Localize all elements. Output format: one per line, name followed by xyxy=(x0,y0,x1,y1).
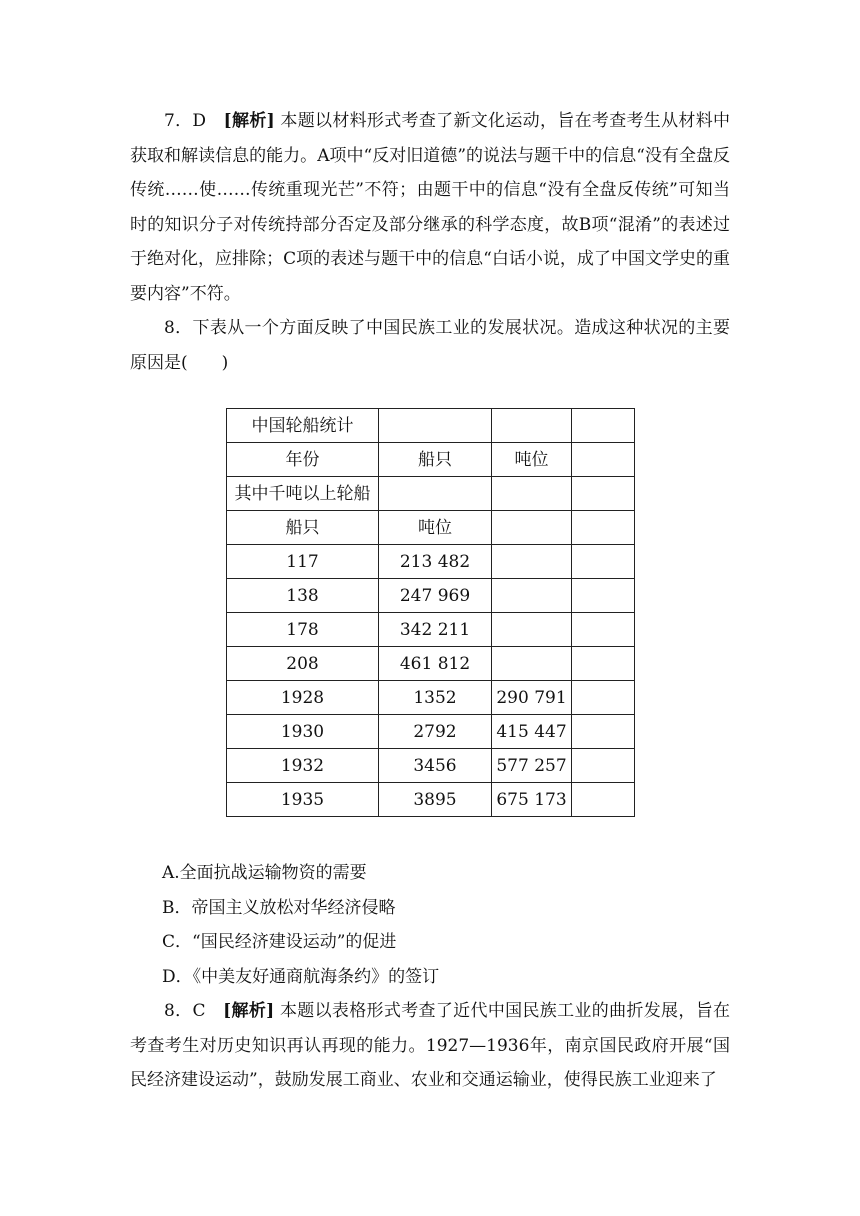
table-cell xyxy=(572,613,635,647)
table-cell xyxy=(572,783,635,817)
table-cell: 138 xyxy=(227,579,379,613)
table-row xyxy=(227,647,635,681)
table-cell xyxy=(492,579,572,613)
table-cell xyxy=(379,409,492,443)
q7-answer-number: 7．D xyxy=(164,111,207,131)
option-b: B．帝国主义放松对华经济侵略 xyxy=(162,898,396,918)
table-cell: 117 xyxy=(227,545,379,579)
table-cell: 船只 xyxy=(379,443,492,477)
table-cell xyxy=(492,409,572,443)
table-cell: 1935 xyxy=(227,783,379,817)
table-cell xyxy=(492,613,572,647)
table-cell xyxy=(379,477,492,511)
table-cell xyxy=(492,511,572,545)
table-cell: 415 447 xyxy=(492,715,572,749)
q7-analysis-text: 本题以材料形式考查了新文化运动，旨在考查考生从材料中获取和解读信息的能力。A项中“反对旧道德”的说法与题干中的信息“没有全盘反传统……使……传统重现光芒”不符；由题干中的信息“没有全盘反传统”可知当时的知识分子对传统持部分否定及部分继承的科学态度，故B项“混淆”的表述过于绝对化，应排除；C项的表述与题干中的信息“白话小说，成了中国文学史的重要内容”不符。 xyxy=(130,111,731,304)
ship-statistics-table xyxy=(226,408,635,817)
table-cell xyxy=(572,579,635,613)
table-row xyxy=(227,409,635,443)
table-cell: 吨位 xyxy=(492,443,572,477)
table-cell: 461 812 xyxy=(379,647,492,681)
table-row xyxy=(227,443,635,477)
option-c: C．“国民经济建设运动”的促进 xyxy=(162,932,397,952)
table-cell xyxy=(572,681,635,715)
table-cell: 3456 xyxy=(379,749,492,783)
table-cell: 208 xyxy=(227,647,379,681)
q8-analysis-tag: [解析] xyxy=(223,1001,275,1021)
table-cell: 290 791 xyxy=(492,681,572,715)
q8-answer-paragraph xyxy=(130,994,730,1098)
table-cell: 中国轮船统计 xyxy=(227,409,379,443)
table-cell: 2792 xyxy=(379,715,492,749)
table-cell xyxy=(492,545,572,579)
table-cell: 1352 xyxy=(379,681,492,715)
table-row xyxy=(227,783,635,817)
ship-table-body xyxy=(227,409,635,817)
table-cell xyxy=(572,647,635,681)
table-cell: 3895 xyxy=(379,783,492,817)
table-cell xyxy=(572,443,635,477)
table-cell xyxy=(492,477,572,511)
table-cell: 吨位 xyxy=(379,511,492,545)
table-row xyxy=(227,613,635,647)
table-cell xyxy=(572,477,635,511)
table-row xyxy=(227,545,635,579)
table-row xyxy=(227,749,635,783)
table-row xyxy=(227,477,635,511)
table-cell: 577 257 xyxy=(492,749,572,783)
table-cell xyxy=(572,545,635,579)
q8-analysis-text: 本题以表格形式考查了近代中国民族工业的曲折发展，旨在考查考生对历史知识再认再现的能力。1927—1936年，南京国民政府开展“国民经济建设运动”，鼓励发展工商业、农业和交通运输业，使得民族工业迎来了 xyxy=(130,1001,731,1090)
table-row xyxy=(227,511,635,545)
table-cell: 342 211 xyxy=(379,613,492,647)
table-cell: 1928 xyxy=(227,681,379,715)
table-cell: 1930 xyxy=(227,715,379,749)
table-cell: 213 482 xyxy=(379,545,492,579)
table-cell: 247 969 xyxy=(379,579,492,613)
table-cell: 178 xyxy=(227,613,379,647)
table-cell xyxy=(572,511,635,545)
option-d: D．《中美友好通商航海条约》的签订 xyxy=(162,967,440,987)
table-cell: 船只 xyxy=(227,511,379,545)
q8-stem: 8．下表从一个方面反映了中国民族工业的发展状况。造成这种状况的主要原因是( ) xyxy=(130,318,730,373)
q7-answer-paragraph xyxy=(130,104,730,311)
table-row xyxy=(227,681,635,715)
table-cell xyxy=(572,715,635,749)
q7-analysis-tag: [解析] xyxy=(223,111,275,131)
table-cell: 其中千吨以上轮船 xyxy=(227,477,379,511)
table-cell xyxy=(492,647,572,681)
table-row xyxy=(227,715,635,749)
table-cell: 年份 xyxy=(227,443,379,477)
option-a: A.全面抗战运输物资的需要 xyxy=(162,863,367,883)
table-cell xyxy=(572,409,635,443)
table-cell xyxy=(572,749,635,783)
table-cell: 1932 xyxy=(227,749,379,783)
table-cell: 675 173 xyxy=(492,783,572,817)
q8-answer-number: 8．C xyxy=(164,1001,206,1021)
table-row xyxy=(227,579,635,613)
